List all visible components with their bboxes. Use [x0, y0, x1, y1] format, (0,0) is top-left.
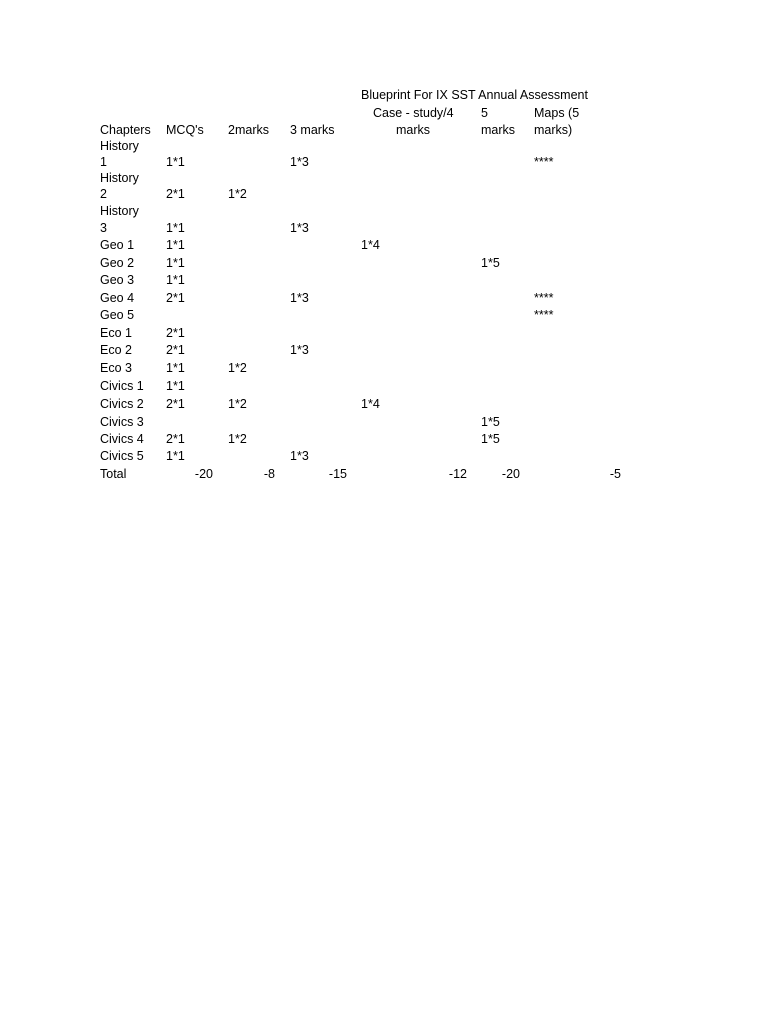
- mcq-cell: 2*1: [166, 343, 185, 357]
- total-5marks: -20: [501, 467, 520, 481]
- mcq-cell: 2*1: [166, 291, 185, 305]
- marks3-cell: 1*3: [290, 221, 309, 235]
- header-chapters: Chapters: [100, 123, 151, 137]
- case-study-cell: 1*4: [361, 397, 380, 411]
- table-row: [0, 186, 768, 203]
- header-2marks: 2marks: [228, 123, 269, 137]
- total-3marks: -15: [328, 467, 347, 481]
- table-row: [0, 237, 768, 254]
- marks2-cell: 1*2: [228, 361, 247, 375]
- chapter-cell: Civics 3: [100, 415, 144, 429]
- chapter-cell: 1: [100, 155, 107, 169]
- header-maps-line1: Maps (5: [534, 106, 580, 120]
- header-5marks-line1: 5: [481, 106, 488, 120]
- header-3marks: 3 marks: [290, 123, 335, 137]
- chapter-cell: History: [100, 171, 139, 185]
- chapter-cell: Geo 3: [100, 273, 135, 287]
- header-maps-line2: marks): [534, 123, 573, 137]
- sheet-title: Blueprint For IX SST Annual Assessment: [361, 88, 588, 102]
- mcq-cell: 2*1: [166, 397, 185, 411]
- chapter-cell: Eco 3: [100, 361, 132, 375]
- chapter-cell: Geo 4: [100, 291, 135, 305]
- total-row: [0, 466, 768, 483]
- table-row: [0, 342, 768, 359]
- table-row: [0, 325, 768, 342]
- table-row: [0, 307, 768, 324]
- chapter-cell: Eco 2: [100, 343, 132, 357]
- marks2-cell: 1*2: [228, 432, 247, 446]
- mcq-cell: 2*1: [166, 432, 185, 446]
- mcq-cell: 1*1: [166, 221, 185, 235]
- marks5-cell: 1*5: [481, 256, 500, 270]
- mcq-cell: 2*1: [166, 187, 185, 201]
- maps-cell: ****: [534, 155, 554, 169]
- table-row: [0, 290, 768, 307]
- table-row: [0, 448, 768, 465]
- table-row: [0, 272, 768, 289]
- table-row: [0, 396, 768, 413]
- mcq-cell: 1*1: [166, 256, 185, 270]
- marks5-cell: 1*5: [481, 432, 500, 446]
- chapter-cell: 3: [100, 221, 107, 235]
- mcq-cell: 1*1: [166, 273, 185, 287]
- header-5marks-line2: marks: [481, 123, 516, 137]
- table-row: [0, 154, 768, 171]
- mcq-cell: 2*1: [166, 326, 185, 340]
- table-row: [0, 414, 768, 431]
- mcq-cell: 1*1: [166, 238, 185, 252]
- header-mcq: MCQ's: [166, 123, 204, 137]
- total-label: Total: [100, 467, 127, 481]
- marks3-cell: 1*3: [290, 291, 309, 305]
- marks3-cell: 1*3: [290, 343, 309, 357]
- header-case-study-line2: marks: [396, 123, 431, 137]
- case-study-cell: 1*4: [361, 238, 380, 252]
- marks3-cell: 1*3: [290, 449, 309, 463]
- marks5-cell: 1*5: [481, 415, 500, 429]
- table-row: [0, 220, 768, 237]
- table-row: [0, 255, 768, 272]
- chapter-cell: Civics 4: [100, 432, 144, 446]
- maps-cell: ****: [534, 291, 554, 305]
- table-row: [0, 170, 768, 187]
- mcq-cell: 1*1: [166, 155, 185, 169]
- mcq-cell: 1*1: [166, 379, 185, 393]
- chapter-cell: History: [100, 139, 139, 153]
- header-case-study-line1: Case - study/4: [373, 106, 454, 120]
- chapter-cell: Geo 2: [100, 256, 135, 270]
- table-row: [0, 138, 768, 155]
- mcq-cell: 1*1: [166, 361, 185, 375]
- chapter-cell: Civics 1: [100, 379, 144, 393]
- table-row: [0, 360, 768, 377]
- marks2-cell: 1*2: [228, 187, 247, 201]
- total-mcq: -20: [194, 467, 213, 481]
- chapter-cell: Civics 5: [100, 449, 144, 463]
- chapter-cell: Geo 1: [100, 238, 135, 252]
- table-row: [0, 431, 768, 448]
- total-2marks: -8: [263, 467, 275, 481]
- total-maps: -5: [609, 467, 621, 481]
- marks3-cell: 1*3: [290, 155, 309, 169]
- chapter-cell: 2: [100, 187, 107, 201]
- table-row: [0, 203, 768, 220]
- marks2-cell: 1*2: [228, 397, 247, 411]
- chapter-cell: Geo 5: [100, 308, 135, 322]
- chapter-cell: History: [100, 204, 139, 218]
- chapter-cell: Eco 1: [100, 326, 132, 340]
- chapter-cell: Civics 2: [100, 397, 144, 411]
- maps-cell: ****: [534, 308, 554, 322]
- total-case-study: -12: [448, 467, 467, 481]
- table-row: [0, 378, 768, 395]
- mcq-cell: 1*1: [166, 449, 185, 463]
